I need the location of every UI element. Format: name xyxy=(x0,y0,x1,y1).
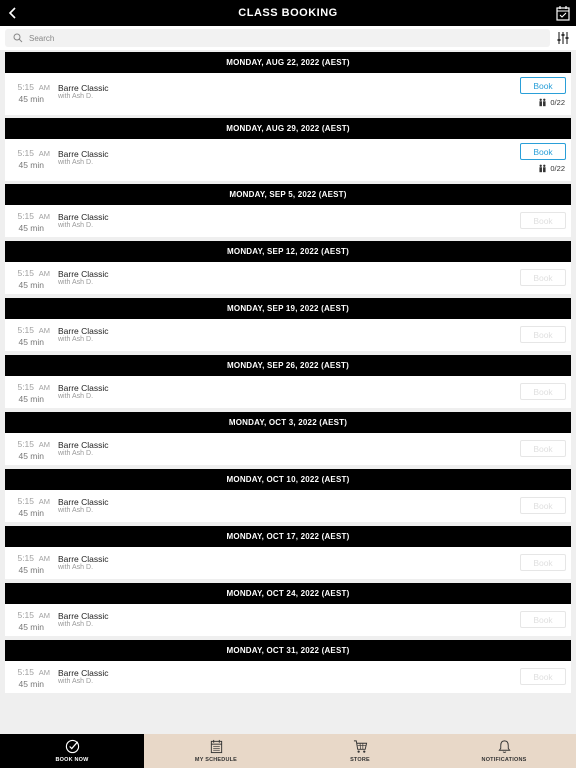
class-duration: 45 min xyxy=(18,94,44,104)
class-name: Barre Classic xyxy=(58,269,109,279)
class-name: Barre Classic xyxy=(58,149,109,159)
tab-bar xyxy=(0,734,576,768)
day-header: MONDAY, SEP 5, 2022 (AEST) xyxy=(5,184,571,205)
class-time xyxy=(5,211,50,221)
class-duration: 45 min xyxy=(18,280,44,290)
class-card[interactable] xyxy=(5,490,571,522)
time-ampm: AM xyxy=(38,554,50,563)
class-instructor: with Ash D. xyxy=(58,159,94,166)
class-name: Barre Classic xyxy=(58,212,109,222)
time-value: 5:15 xyxy=(17,667,35,677)
class-card[interactable] xyxy=(5,661,571,693)
book-button: Book xyxy=(520,326,566,343)
time-ampm: AM xyxy=(38,497,50,506)
search-bar xyxy=(0,26,576,50)
day-header: MONDAY, SEP 26, 2022 (AEST) xyxy=(5,355,571,376)
class-time xyxy=(5,82,50,92)
day-header: MONDAY, AUG 22, 2022 (AEST) xyxy=(5,52,571,73)
filter-button[interactable] xyxy=(556,31,570,45)
class-time xyxy=(5,496,50,506)
class-instructor: with Ash D. xyxy=(58,450,94,457)
check-circle-icon xyxy=(65,739,80,754)
time-ampm: AM xyxy=(38,611,50,620)
class-duration: 45 min xyxy=(18,508,44,518)
bell-icon xyxy=(497,739,512,754)
class-name: Barre Classic xyxy=(58,611,109,621)
book-button: Book xyxy=(520,440,566,457)
class-instructor: with Ash D. xyxy=(58,222,94,229)
class-time xyxy=(5,382,50,392)
class-card[interactable] xyxy=(5,433,571,465)
class-duration: 45 min xyxy=(18,223,44,233)
class-name: Barre Classic xyxy=(58,83,109,93)
tab-label: NOTIFICATIONS xyxy=(481,757,527,763)
people-icon xyxy=(538,98,547,107)
class-time xyxy=(5,325,50,335)
book-button: Book xyxy=(520,554,566,571)
class-card[interactable] xyxy=(5,547,571,579)
time-value: 5:15 xyxy=(17,148,35,158)
search-box[interactable] xyxy=(5,29,550,47)
book-button: Book xyxy=(520,611,566,628)
page-title: CLASS BOOKING xyxy=(238,7,338,19)
day-header: MONDAY, OCT 10, 2022 (AEST) xyxy=(5,469,571,490)
time-value: 5:15 xyxy=(17,382,35,392)
class-time xyxy=(5,553,50,563)
time-value: 5:15 xyxy=(17,325,35,335)
class-card[interactable] xyxy=(5,376,571,408)
book-button: Book xyxy=(520,212,566,229)
chevron-left-icon xyxy=(8,6,18,20)
time-value: 5:15 xyxy=(17,439,35,449)
spots-count: 0/22 xyxy=(550,164,565,173)
day-header: MONDAY, OCT 31, 2022 (AEST) xyxy=(5,640,571,661)
tab-label: MY SCHEDULE xyxy=(194,757,238,763)
top-bar xyxy=(0,0,576,26)
day-header: MONDAY, SEP 19, 2022 (AEST) xyxy=(5,298,571,319)
class-name: Barre Classic xyxy=(58,554,109,564)
spots-indicator xyxy=(538,98,565,107)
class-instructor: with Ash D. xyxy=(58,279,94,286)
spots-count: 0/22 xyxy=(550,98,565,107)
day-header: MONDAY, SEP 12, 2022 (AEST) xyxy=(5,241,571,262)
day-header: MONDAY, OCT 24, 2022 (AEST) xyxy=(5,583,571,604)
back-button[interactable] xyxy=(6,5,20,21)
day-header: MONDAY, OCT 17, 2022 (AEST) xyxy=(5,526,571,547)
book-button[interactable]: Book xyxy=(520,143,566,160)
class-instructor: with Ash D. xyxy=(58,507,94,514)
class-card[interactable] xyxy=(5,73,571,115)
time-ampm: AM xyxy=(38,269,50,278)
class-duration: 45 min xyxy=(18,451,44,461)
class-name: Barre Classic xyxy=(58,326,109,336)
book-button: Book xyxy=(520,383,566,400)
tab-label: BOOK NOW xyxy=(55,757,89,763)
class-duration: 45 min xyxy=(18,679,44,689)
class-name: Barre Classic xyxy=(58,497,109,507)
people-icon xyxy=(538,164,547,173)
time-ampm: AM xyxy=(38,212,50,221)
class-card[interactable] xyxy=(5,319,571,351)
book-button: Book xyxy=(520,668,566,685)
class-card[interactable] xyxy=(5,139,571,181)
book-button[interactable]: Book xyxy=(520,77,566,94)
calendar-check-icon xyxy=(556,5,570,21)
time-value: 5:15 xyxy=(17,496,35,506)
class-name: Barre Classic xyxy=(58,383,109,393)
class-instructor: with Ash D. xyxy=(58,393,94,400)
tab-notifications[interactable] xyxy=(432,734,576,768)
filter-sliders-icon xyxy=(556,31,570,45)
tab-my-schedule[interactable] xyxy=(144,734,288,768)
time-ampm: AM xyxy=(38,83,50,92)
time-ampm: AM xyxy=(38,326,50,335)
class-card[interactable] xyxy=(5,205,571,237)
class-name: Barre Classic xyxy=(58,668,109,678)
class-duration: 45 min xyxy=(18,160,44,170)
class-duration: 45 min xyxy=(18,337,44,347)
class-list xyxy=(5,52,571,697)
spots-indicator xyxy=(538,164,565,173)
time-value: 5:15 xyxy=(17,82,35,92)
tab-book-now[interactable] xyxy=(0,734,144,768)
class-instructor: with Ash D. xyxy=(58,93,94,100)
calendar-button[interactable] xyxy=(556,5,570,21)
class-name: Barre Classic xyxy=(58,440,109,450)
time-ampm: AM xyxy=(38,383,50,392)
tab-store[interactable] xyxy=(288,734,432,768)
time-value: 5:15 xyxy=(17,211,35,221)
calendar-icon xyxy=(209,739,224,754)
day-header: MONDAY, OCT 3, 2022 (AEST) xyxy=(5,412,571,433)
class-duration: 45 min xyxy=(18,394,44,404)
class-card[interactable] xyxy=(5,604,571,636)
class-time xyxy=(5,268,50,278)
search-input[interactable] xyxy=(29,34,509,43)
book-button: Book xyxy=(520,497,566,514)
class-time xyxy=(5,610,50,620)
time-value: 5:15 xyxy=(17,610,35,620)
time-ampm: AM xyxy=(38,668,50,677)
class-instructor: with Ash D. xyxy=(58,564,94,571)
class-time xyxy=(5,667,50,677)
time-value: 5:15 xyxy=(17,553,35,563)
time-ampm: AM xyxy=(38,440,50,449)
search-icon xyxy=(13,33,23,43)
book-button: Book xyxy=(520,269,566,286)
time-ampm: AM xyxy=(38,149,50,158)
class-time xyxy=(5,439,50,449)
class-instructor: with Ash D. xyxy=(58,621,94,628)
class-time xyxy=(5,148,50,158)
tab-label: STORE xyxy=(350,757,370,763)
class-instructor: with Ash D. xyxy=(58,336,94,343)
time-value: 5:15 xyxy=(17,268,35,278)
day-header: MONDAY, AUG 29, 2022 (AEST) xyxy=(5,118,571,139)
class-instructor: with Ash D. xyxy=(58,678,94,685)
class-card[interactable] xyxy=(5,262,571,294)
class-duration: 45 min xyxy=(18,622,44,632)
class-duration: 45 min xyxy=(18,565,44,575)
cart-icon xyxy=(353,739,368,754)
